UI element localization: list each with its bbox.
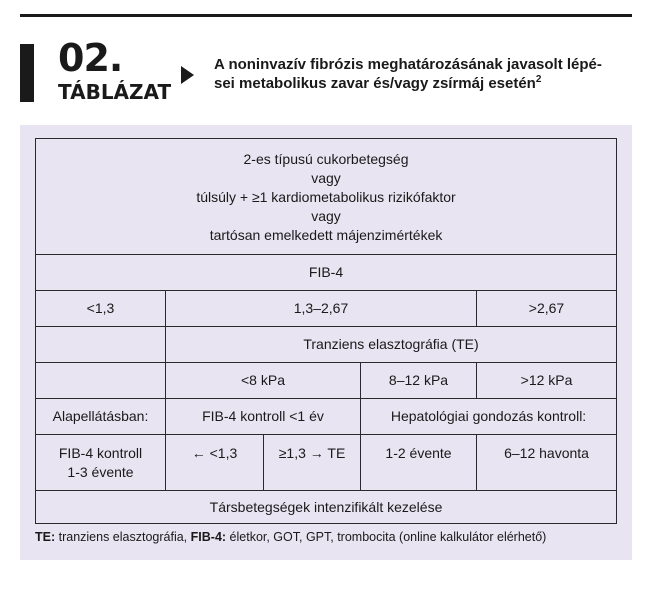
comorbidity-row — [36, 491, 617, 524]
te-low-cell: <8 kPa — [166, 363, 361, 399]
criteria-line: vagy — [311, 208, 341, 224]
empty-cell — [36, 363, 166, 399]
criteria-line: tartósan emelkedett májenzimértékek — [209, 227, 443, 243]
empty-cell — [36, 327, 166, 363]
fib4-frequency-cell — [36, 435, 166, 491]
frequency-row — [36, 435, 617, 491]
criteria-row — [36, 139, 617, 255]
fib4-frequency-line: FIB-4 kontroll — [58, 445, 143, 461]
fib4-frequency-line: 1-3 évente — [67, 464, 134, 480]
te-mid-cell: 8–12 kPa — [361, 363, 477, 399]
fib4-high-cell: >2,67 — [477, 291, 617, 327]
criteria-line: túlsúly + ≥1 kardiometabolikus rizikófaktor — [196, 189, 456, 205]
primary-care-cell: Alapellátásban: — [36, 399, 166, 435]
footnote-te-abbr: TE: — [35, 530, 56, 544]
hepatology-cell: Hepatológiai gondozás kontroll: — [361, 399, 617, 435]
te-values-row — [36, 363, 617, 399]
care-labels-row — [36, 399, 617, 435]
criteria-cell — [36, 139, 617, 255]
hepatology-frequency-1-cell: 1-2 évente — [361, 435, 477, 491]
route-high-cell: ≥1,3 → TE — [264, 435, 361, 491]
table-label: TÁBLÁZAT — [58, 80, 172, 104]
play-arrow-icon — [181, 66, 194, 84]
te-title-row — [36, 327, 617, 363]
fibrosis-table — [35, 138, 617, 524]
fib4-values-row — [36, 291, 617, 327]
hepatology-frequency-2-cell: 6–12 havonta — [477, 435, 617, 491]
footnote-fib4-abbr: FIB-4: — [190, 530, 227, 544]
fib4-control-cell: FIB-4 kontroll <1 év — [166, 399, 361, 435]
footnote-te-text: tranziens elasztográfia, — [55, 530, 191, 544]
footnote — [35, 530, 546, 544]
caption-reference: 2 — [535, 74, 542, 85]
fib4-title-row — [36, 255, 617, 291]
fib4-low-cell: <1,3 — [36, 291, 166, 327]
table-number: 02. — [58, 36, 123, 80]
comorbidity-cell: Társbetegségek intenzifikált kezelése — [36, 491, 617, 524]
criteria-line: vagy — [311, 170, 341, 186]
caption-line-1: A noninvazív fibrózis meghatározásának javasolt lépé- — [214, 56, 602, 73]
te-title-cell: Tranziens elasztográfia (TE) — [166, 327, 617, 363]
top-rule — [20, 14, 632, 17]
footnote-fib4-text: életkor, GOT, GPT, trombocita (online kalkulátor elérhető) — [226, 530, 547, 544]
caption-line-2: sei metabolikus zavar és/vagy zsírmáj esetén — [214, 75, 536, 92]
tag-bar — [20, 44, 34, 102]
fib4-mid-cell: 1,3–2,67 — [166, 291, 477, 327]
route-low-cell: ← <1,3 — [166, 435, 264, 491]
fib4-title-cell: FIB-4 — [36, 255, 617, 291]
te-high-cell: >12 kPa — [477, 363, 617, 399]
table-caption — [214, 55, 634, 93]
criteria-line: 2-es típusú cukorbetegség — [243, 151, 409, 167]
